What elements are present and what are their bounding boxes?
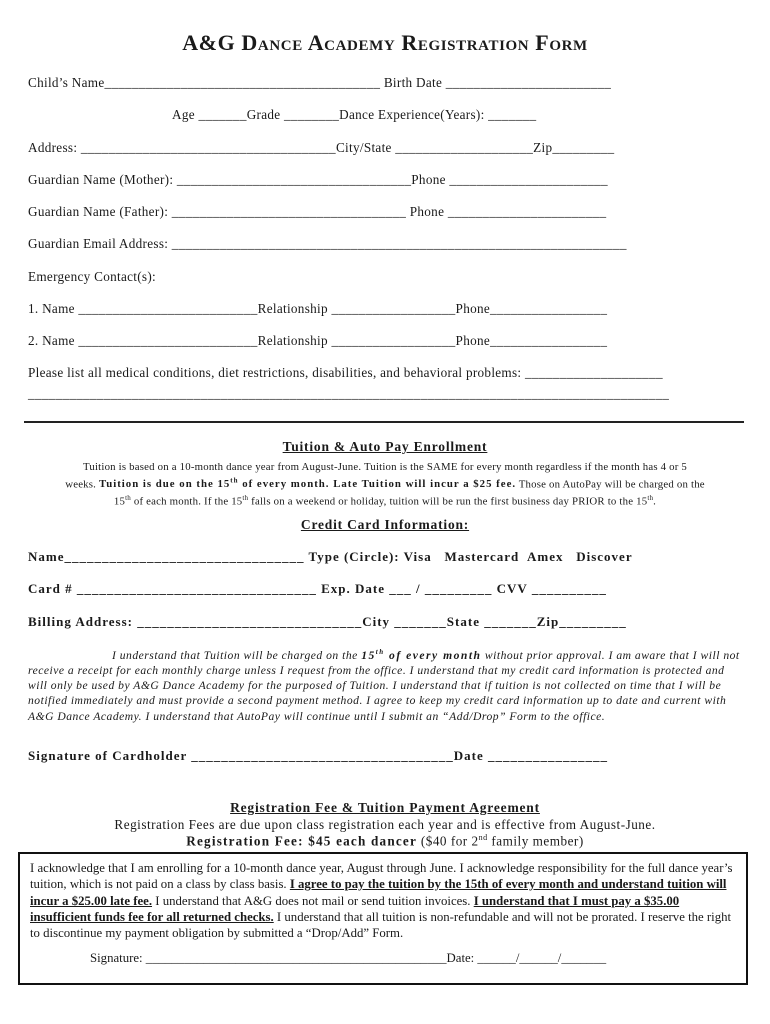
credit-card-authorization-text: I understand that Tuition will be charged on the 15th of every month without prior approval. I am aware that I will not receive a receipt for each monthly charge unless I request from the office. I understand that my credit card information is protected and will only be used by A&G Dance Academy for the purposed of Tuition. I understand that if tuition is not collected on time that I will be notified immediately and must provide a second payment method. I agree to keep my credit card information up to date and current with A&G Dance Academy. I understand that AutoPay will continue until I submit an “Add/Drop” Form to the office. — [28, 648, 740, 723]
tuition-text-line-1: Tuition is based on a 10-month dance year from August-June. Tuition is the SAME for every month regardless if the month has 4 or 5 — [82, 461, 688, 473]
medical-conditions-field[interactable]: Please list all medical conditions, diet restrictions, disabilities, and behavioral problems: ____________________ — [28, 365, 663, 380]
billing-address-field[interactable]: Billing Address: ______________________________City _______State _______Zip_________ — [28, 614, 627, 629]
tuition-agreement-box — [18, 852, 748, 985]
credit-card-heading: Credit Card Information: — [300, 517, 470, 532]
registration-fee-heading: Registration Fee & Tuition Payment Agreement — [230, 800, 540, 815]
section-divider — [24, 421, 744, 423]
age-grade-experience-field[interactable]: Age _______Grade ________Dance Experience(Years): _______ — [172, 107, 537, 122]
cardholder-name-type-field[interactable]: Name________________________________ Type (Circle): Visa Mastercard Amex Discover — [28, 549, 633, 564]
agreement-text: I acknowledge that I am enrolling for a 10-month dance year, August through June. I acknowledge responsibility for the full dance year’s tuition, which is not paid on a class by class basis. I agree to pay the tuition by the 15th of every month and understand tuition will incur a $25.00 late fee. I understand that A&G does not mail or send tuition invoices. I understand that I must pay a $35.00 insufficient funds fee for all returned checks. I understand that all tuition is non-refundable and will not be prorated. I reserve the right to discontinue my payment obligation by submitted a “Drop/Add” Form. — [30, 861, 733, 941]
form-title: A&G Dance Academy Registration Form — [182, 30, 588, 55]
address-field[interactable]: Address: _____________________________________City/State ____________________Zip_________ — [28, 140, 615, 155]
tuition-heading: Tuition & Auto Pay Enrollment — [282, 439, 488, 454]
guardian-father-field[interactable]: Guardian Name (Father): __________________________________ Phone _______________________ — [28, 204, 607, 219]
medical-conditions-line-2[interactable]: _____________________________________________________________________________________________ — [28, 386, 670, 401]
tuition-text-line-2: weeks. Tuition is due on the 15th of every month. Late Tuition will incur a $25 fee. Those on AutoPay will be charged on the — [65, 476, 705, 491]
registration-fee-info: Registration Fees are due upon class registration each year and is effective from August-June. — [114, 817, 656, 832]
guardian-mother-field[interactable]: Guardian Name (Mother): __________________________________Phone _______________________ — [28, 172, 608, 187]
tuition-paragraph — [28, 461, 742, 509]
guardian-email-field[interactable]: Guardian Email Address: __________________________________________________________________ — [28, 236, 627, 251]
child-name-birthdate-field[interactable]: Child’s Name________________________________________ Birth Date ________________________ — [28, 75, 612, 90]
emergency-contact-2-field[interactable]: 2. Name __________________________Relationship __________________Phone_________________ — [28, 333, 608, 348]
agreement-signature-field[interactable]: Signature: _______________________________________________Date: ______/______/_______ — [90, 951, 607, 966]
emergency-contact-1-field[interactable]: 1. Name __________________________Relationship __________________Phone_________________ — [28, 301, 608, 316]
tuition-text-line-3: 15th of each month. If the 15th falls on a weekend or holiday, tuition will be run the first business day PRIOR to the 15th. — [113, 493, 657, 508]
cardholder-signature-field[interactable]: Signature of Cardholder ___________________________________Date ________________ — [28, 748, 609, 763]
card-number-field[interactable]: Card # ________________________________ Exp. Date ___ / _________ CVV __________ — [28, 581, 607, 596]
emergency-contacts-label: Emergency Contact(s): — [28, 269, 157, 284]
registration-fee-amount: Registration Fee: $45 each dancer ($40 for 2nd family member) — [186, 833, 584, 849]
